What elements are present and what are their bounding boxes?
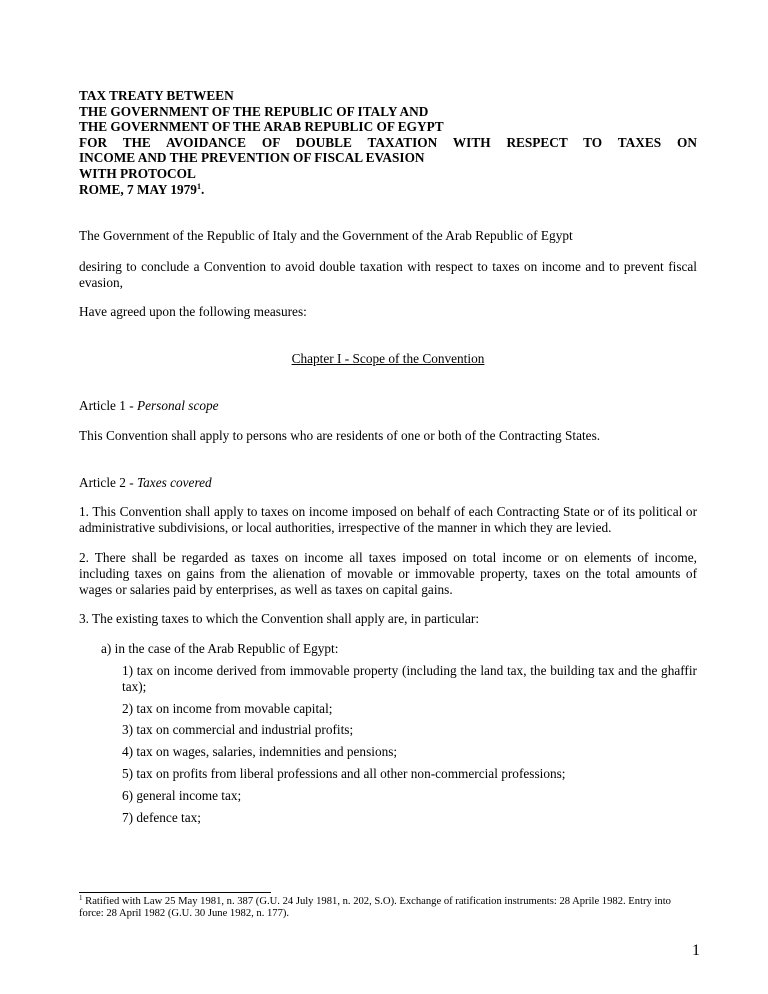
- title-period: .: [200, 181, 205, 197]
- title-line: THE GOVERNMENT OF THE ARAB REPUBLIC OF EGYPT: [79, 119, 444, 135]
- preamble-parties: The Government of the Republic of Italy and the Government of the Arab Republic of Egypt: [79, 228, 573, 243]
- footnote-divider: [79, 892, 271, 893]
- list-item: 1) tax on income derived from immovable property (including the land tax, the building tax and the ghaffir tax);: [122, 662, 697, 694]
- article-title: Taxes covered: [136, 474, 212, 490]
- document-body: [79, 228, 697, 825]
- title-line: FOR THE AVOIDANCE OF DOUBLE TAXATION WITH RESPECT TO TAXES ON: [79, 134, 697, 150]
- list-item: 7) defence tax;: [122, 809, 201, 825]
- article-label: Article 2 -: [79, 474, 137, 490]
- footnote-text: Ratified with Law 25 May 1981, n. 387 (G.U. 24 July 1981, n. 202, S.O). Exchange of ratification instruments: 28 Aprile 1982. Entry into force: 28 April 1982 (G.U. 30 June 1982, n. 177).: [79, 896, 671, 920]
- article-2-paragraph-1: 1. This Convention shall apply to taxes on income imposed on behalf of each Contracting State or of its political or administrative subdivisions, or local authorities, irrespective of the manner in which they are levied.: [79, 504, 697, 536]
- footnote-marker: 1: [79, 894, 83, 902]
- article-title: Personal scope: [136, 397, 219, 413]
- list-item: 4) tax on wages, salaries, indemnities and pensions;: [122, 744, 398, 760]
- title-line: WITH PROTOCOL: [79, 165, 196, 181]
- preamble-agreed: Have agreed upon the following measures:: [79, 304, 307, 320]
- article-2-heading: [79, 475, 697, 491]
- article-2-item-a: a) in the case of the Arab Republic of Egypt:: [101, 641, 339, 657]
- list-item: 3) tax on commercial and industrial profits;: [122, 722, 354, 738]
- chapter-heading: Chapter I - Scope of the Convention: [291, 351, 485, 367]
- list-item: 2) tax on income from movable capital;: [122, 700, 333, 716]
- article-1-text: This Convention shall apply to persons who are residents of one or both of the Contracting States.: [79, 427, 601, 443]
- article-2-paragraph-2: 2. There shall be regarded as taxes on income all taxes imposed on total income or on elements of income, including taxes on gains from the alienation of movable or immovable property, taxes on the total amounts of wages or salaries paid by enterprises, as well as taxes on capital gains.: [79, 549, 697, 597]
- title-date: ROME, 7 MAY 1979: [79, 181, 197, 197]
- title-line: INCOME AND THE PREVENTION OF FISCAL EVASION: [79, 150, 425, 166]
- title-date-line: [79, 182, 697, 198]
- article-label: Article 1 -: [79, 397, 137, 413]
- article-2-paragraph-3: 3. The existing taxes to which the Convention shall apply are, in particular:: [79, 611, 480, 627]
- treaty-title: [79, 88, 697, 197]
- title-line: TAX TREATY BETWEEN: [79, 88, 234, 103]
- list-item: 5) tax on profits from liberal professions and all other non-commercial professions;: [122, 765, 566, 781]
- page-number: 1: [692, 942, 700, 959]
- footnote: [79, 896, 697, 921]
- title-line: THE GOVERNMENT OF THE REPUBLIC OF ITALY AND: [79, 103, 429, 119]
- article-1-heading: [79, 398, 697, 414]
- list-item: 6) general income tax;: [122, 787, 242, 803]
- footnote-reference[interactable]: 1: [196, 181, 201, 191]
- preamble-desiring: desiring to conclude a Convention to avoid double taxation with respect to taxes on income and to prevent fiscal evasion,: [79, 258, 697, 290]
